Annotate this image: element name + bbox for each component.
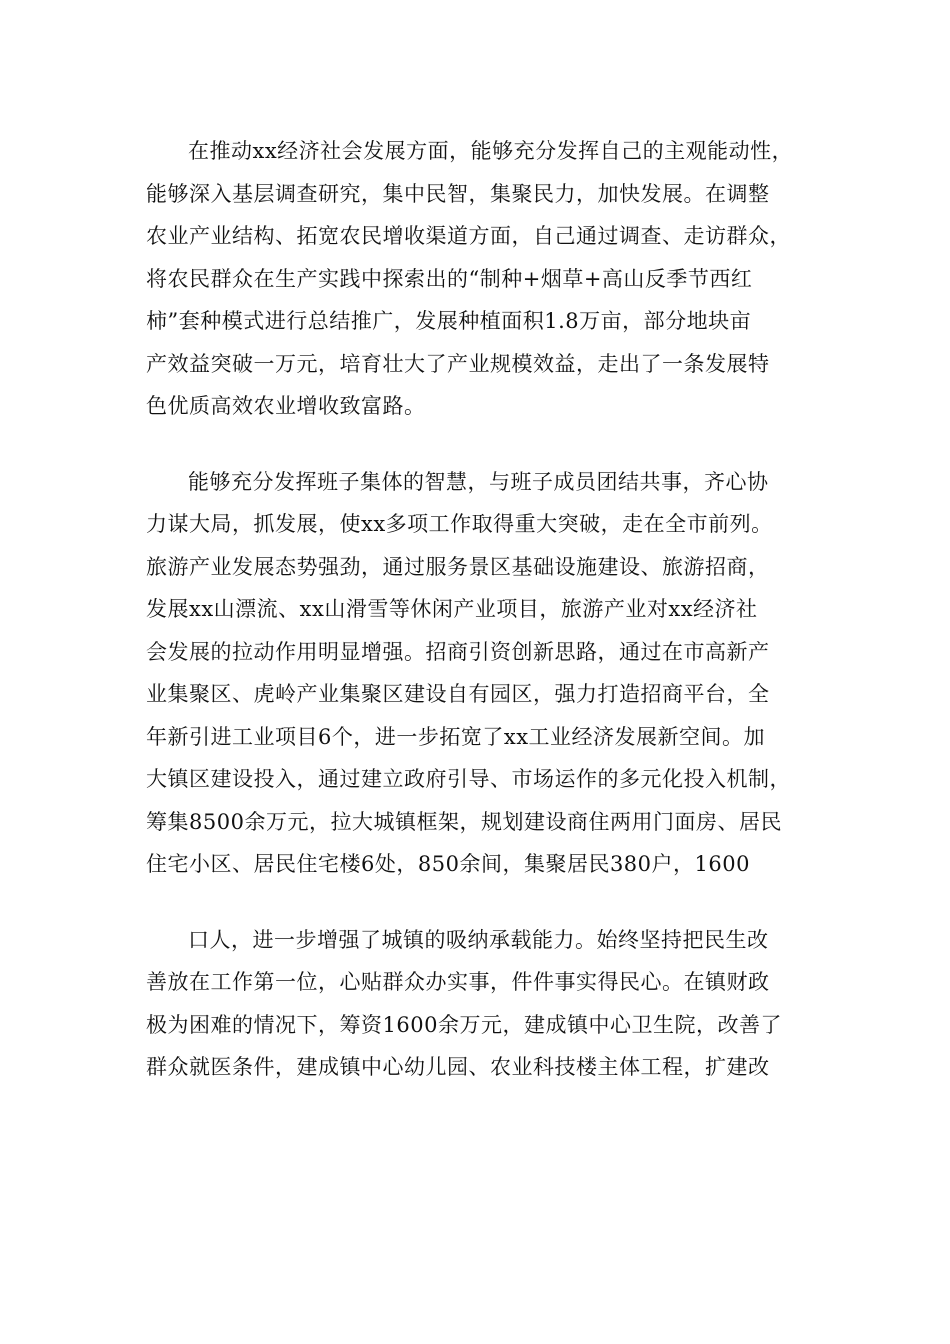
text-line: 极为困难的情况下，筹资1600余万元，建成镇中心卫生院，改善了 bbox=[146, 1012, 782, 1037]
text-line: 能够深入基层调查研究，集中民智，集聚民力，加快发展。在调整 bbox=[146, 181, 770, 206]
paragraph-2 bbox=[146, 461, 822, 886]
paragraph-3 bbox=[146, 919, 822, 1089]
text-line: 发展xx山漂流、xx山滑雪等休闲产业项目，旅游产业对xx经济社 bbox=[146, 597, 758, 621]
text-line: 群众就医条件，建成镇中心幼儿园、农业科技楼主体工程，扩建改 bbox=[146, 1055, 770, 1079]
document-body bbox=[146, 130, 822, 1089]
text-line: 产效益突破一万元，培育壮大了产业规模效益，走出了一条发展特 bbox=[146, 351, 770, 376]
paragraph-spacing bbox=[146, 886, 822, 919]
text-line: 住宅小区、居民住宅楼6处，850余间，集聚居民380户，1600 bbox=[146, 852, 750, 876]
paragraph-1 bbox=[146, 130, 822, 428]
text-line: 大镇区建设投入，通过建立政府引导、市场运作的多元化投入机制， bbox=[146, 767, 791, 791]
text-line: 能够充分发挥班子集体的智慧，与班子成员团结共事，齐心协 bbox=[188, 469, 769, 494]
text-line: 色优质高效农业增收致富路。 bbox=[146, 394, 426, 418]
text-line: 年新引进工业项目6个，进一步拓宽了xx工业经济发展新空间。加 bbox=[146, 724, 766, 749]
text-line: 柿”套种模式进行总结推广，发展种植面积1.8万亩，部分地块亩 bbox=[146, 309, 752, 333]
text-line: 会发展的拉动作用明显增强。招商引资创新思路，通过在市高新产 bbox=[146, 639, 770, 664]
text-line: 善放在工作第一位，心贴群众办实事，件件事实得民心。在镇财政 bbox=[146, 970, 770, 994]
text-line: 业集聚区、虎岭产业集聚区建设自有园区，强力打造招商平台，全 bbox=[146, 682, 770, 706]
paragraph-spacing bbox=[146, 428, 822, 461]
text-line: 在推动xx经济社会发展方面，能够充分发挥自己的主观能动性， bbox=[188, 139, 794, 163]
text-line: 筹集8500余万元，拉大城镇框架，规划建设商住两用门面房、居民 bbox=[146, 809, 782, 834]
text-line: 口人，进一步增强了城镇的吸纳承载能力。始终坚持把民生改 bbox=[188, 927, 769, 952]
text-line: 将农民群众在生产实践中探索出的“制种+烟草+高山反季节西红 bbox=[146, 266, 753, 291]
text-line: 力谋大局，抓发展，使xx多项工作取得重大突破，走在全市前列。 bbox=[146, 512, 773, 536]
text-line: 农业产业结构、拓宽农民增收渠道方面，自己通过调查、走访群众， bbox=[146, 224, 791, 248]
text-line: 旅游产业发展态势强劲，通过服务景区基础设施建设、旅游招商， bbox=[146, 554, 770, 579]
